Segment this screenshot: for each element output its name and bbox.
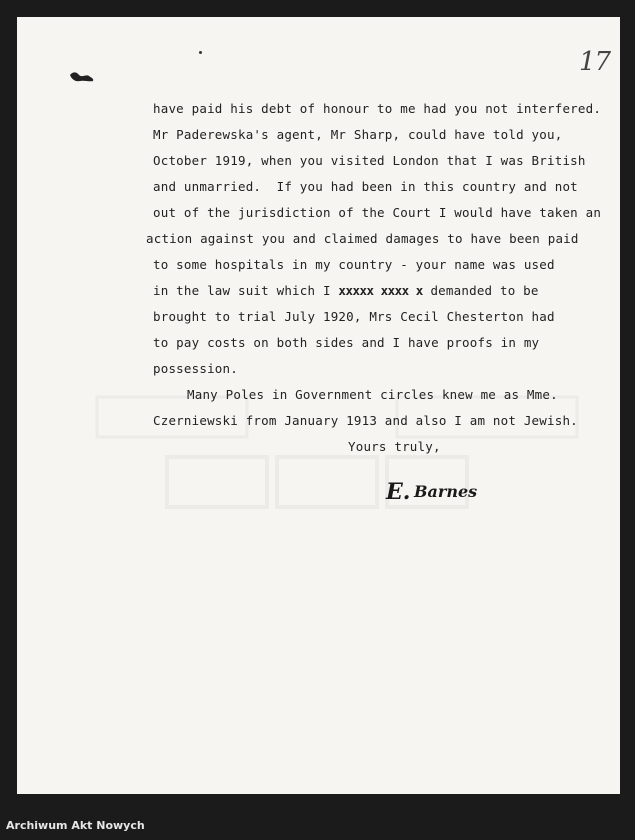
signature-initial: E. [386, 479, 411, 505]
page-number: 17 [579, 47, 611, 77]
struck-out-text: xxxxx xxxx x [338, 283, 423, 298]
closing: Yours truly, [348, 439, 441, 454]
body-line: brought to trial July 1920, Mrs Cecil Chesterton had [153, 309, 555, 324]
archive-footer-bar [0, 805, 635, 840]
signature [384, 473, 494, 509]
body-line-with-strikeout [153, 283, 539, 298]
body-line: action against you and claimed damages to have been paid [146, 231, 579, 246]
body-line: have paid his debt of honour to me had you not interfered. [153, 101, 602, 116]
body-line: out of the jurisdiction of the Court I would have taken an [153, 205, 602, 220]
body-line: to some hospitals in my country - your name was used [153, 257, 555, 272]
body-line: and unmarried. If you had been in this country and not [153, 179, 578, 194]
body-line: Mr Paderewska's agent, Mr Sharp, could have told you, [153, 127, 563, 142]
signature-surname: Barnes [414, 482, 478, 501]
body-line: possession. [153, 361, 238, 376]
archive-name: Archiwum Akt Nowych [6, 819, 145, 832]
body-line: October 1919, when you visited London that I was British [153, 153, 586, 168]
letter-page [17, 17, 620, 794]
ink-dot [199, 51, 202, 54]
line-text-before: in the law suit which I [153, 283, 339, 298]
body-line: Many Poles in Government circles knew me as Mme. [187, 387, 558, 402]
ink-blot-icon [69, 69, 95, 83]
body-line: Czerniewski from January 1913 and also I am not Jewish. [153, 413, 578, 428]
line-text-after: demanded to be [422, 283, 539, 298]
body-line: to pay costs on both sides and I have proofs in my [153, 335, 540, 350]
